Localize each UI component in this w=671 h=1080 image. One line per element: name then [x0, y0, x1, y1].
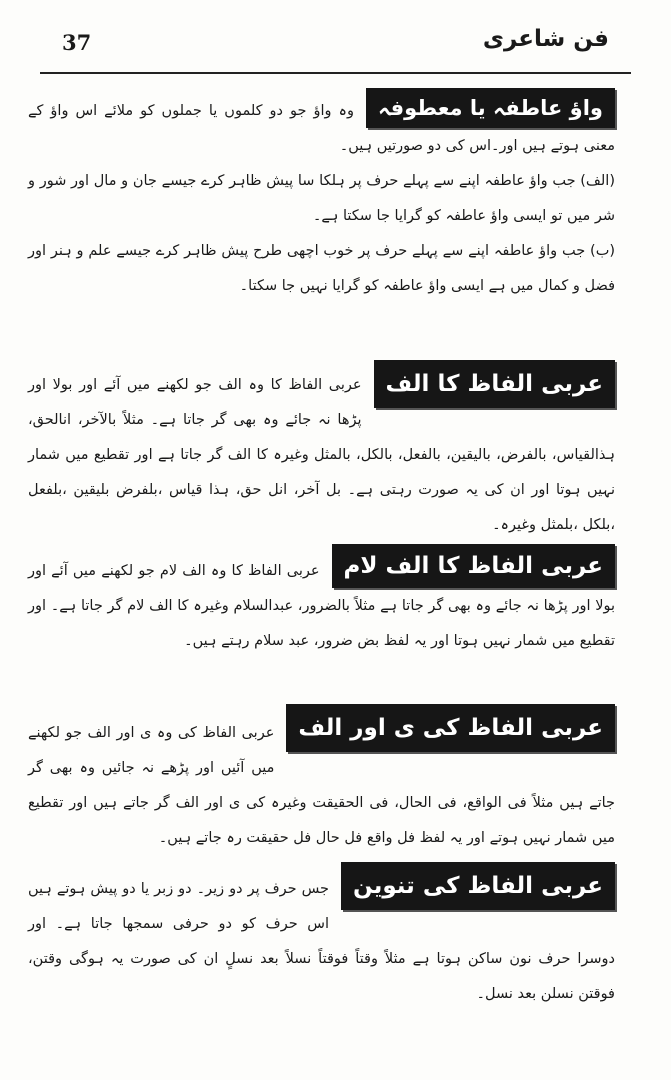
paragraph: عربی الفاظ کا وہ الف جو لکھنے میں آئے اور بولا اور پڑھا نہ جائے وہ بھی گر جاتا ہے۔ مثلاً بالآخر، انالحق، ہذالقیاس، بالفرض، بالیقین، بالفعل، بالکل، بالمثل وغیرہ کا الف گر جاتا ہے اور تقطیع میں شمار نہیں ہوتا اور ان کی یہ صورت رہتی ہے۔ بل آخر، انل حق، ہذا قیاس ،بلفرض بلیقین ،بلفعل ،بلکل ،بلمثل وغیرہ۔: [28, 377, 615, 533]
paragraph: عربی الفاظ کا وہ الف لام جو لکھنے میں آئے اور بولا اور پڑھا نہ جائے وہ بھی گر جاتا ہے مثلاً بالضرور، عبدالسلام وغیرہ کا الف لام گر جاتا ہے۔ اور تقطیع میں شمار نہیں ہوتا اور یہ لفظ بض ضرور، عبد سلام رہتے ہیں۔: [28, 563, 615, 649]
paragraph: عربی الفاظ کی وہ ی اور الف جو لکھنے میں آئیں اور پڑھے نہ جائیں وہ بھی گر جاتے ہیں مثلاً فی الواقع، فی الحال، فی الحقیقت وغیرہ کی ی اور الف گر جاتے ہیں اور تقطیع میں شمار نہیں ہوتے اور یہ لفظ فل واقع فل حال فل حقیقت رہ جاتے ہیں۔: [28, 725, 615, 846]
paragraph: (الف) جب واؤ عاطفہ اپنے سے پہلے حرف پر ہلکا سا پیش ظاہر کرے جیسے جان و مال اور شور و شر میں تو ایسی واؤ عاطفہ کو گرایا جا سکتا ہے۔: [28, 173, 615, 224]
section-title: عربی الفاظ کا الف: [374, 360, 615, 408]
paragraph: جس حرف پر دو زیر۔ دو زبر یا دو پیش ہوتے ہیں اس حرف کو دو حرفی سمجھا جاتا ہے۔ اور دوسرا حرف نون ساکن ہوتا ہے مثلاً وقتاً فوقتاً نسلاً بعد نسلٍ ان کی صورت یہ ہوگی وقتن، فوقتن نسلن بعد نسل۔: [28, 881, 615, 1002]
running-header: فن شاعری: [482, 26, 609, 52]
section-title: عربی الفاظ کی ی اور الف: [286, 704, 615, 752]
header-rule: [40, 72, 631, 74]
section-waw-atifa: [28, 86, 615, 304]
section-arabic-alif-lam: [28, 540, 615, 659]
page-number: 37: [62, 30, 92, 55]
section-arabic-alif: [28, 356, 615, 543]
section-title: عربی الفاظ کا الف لام: [332, 544, 615, 588]
section-arabic-yay-alif: [28, 700, 615, 856]
section-title: واؤ عاطفہ یا معطوفہ: [366, 88, 615, 128]
section-arabic-tanween: [28, 858, 615, 1012]
paragraph: وہ واؤ جو دو کلموں یا جملوں کو ملائے اس واؤ کے معنی ہوتے ہیں اور۔اس کی دو صورتیں ہیں۔: [28, 103, 615, 154]
paragraph: (ب) جب واؤ عاطفہ اپنے سے پہلے حرف پر خوب اچھی طرح پیش ظاہر کرے جیسے علم و ہنر اور فضل و کمال میں ہے ایسی واؤ عاطفہ کو گرایا نہیں جا سکتا۔: [28, 243, 615, 294]
section-title: عربی الفاظ کی تنوین: [341, 862, 615, 910]
